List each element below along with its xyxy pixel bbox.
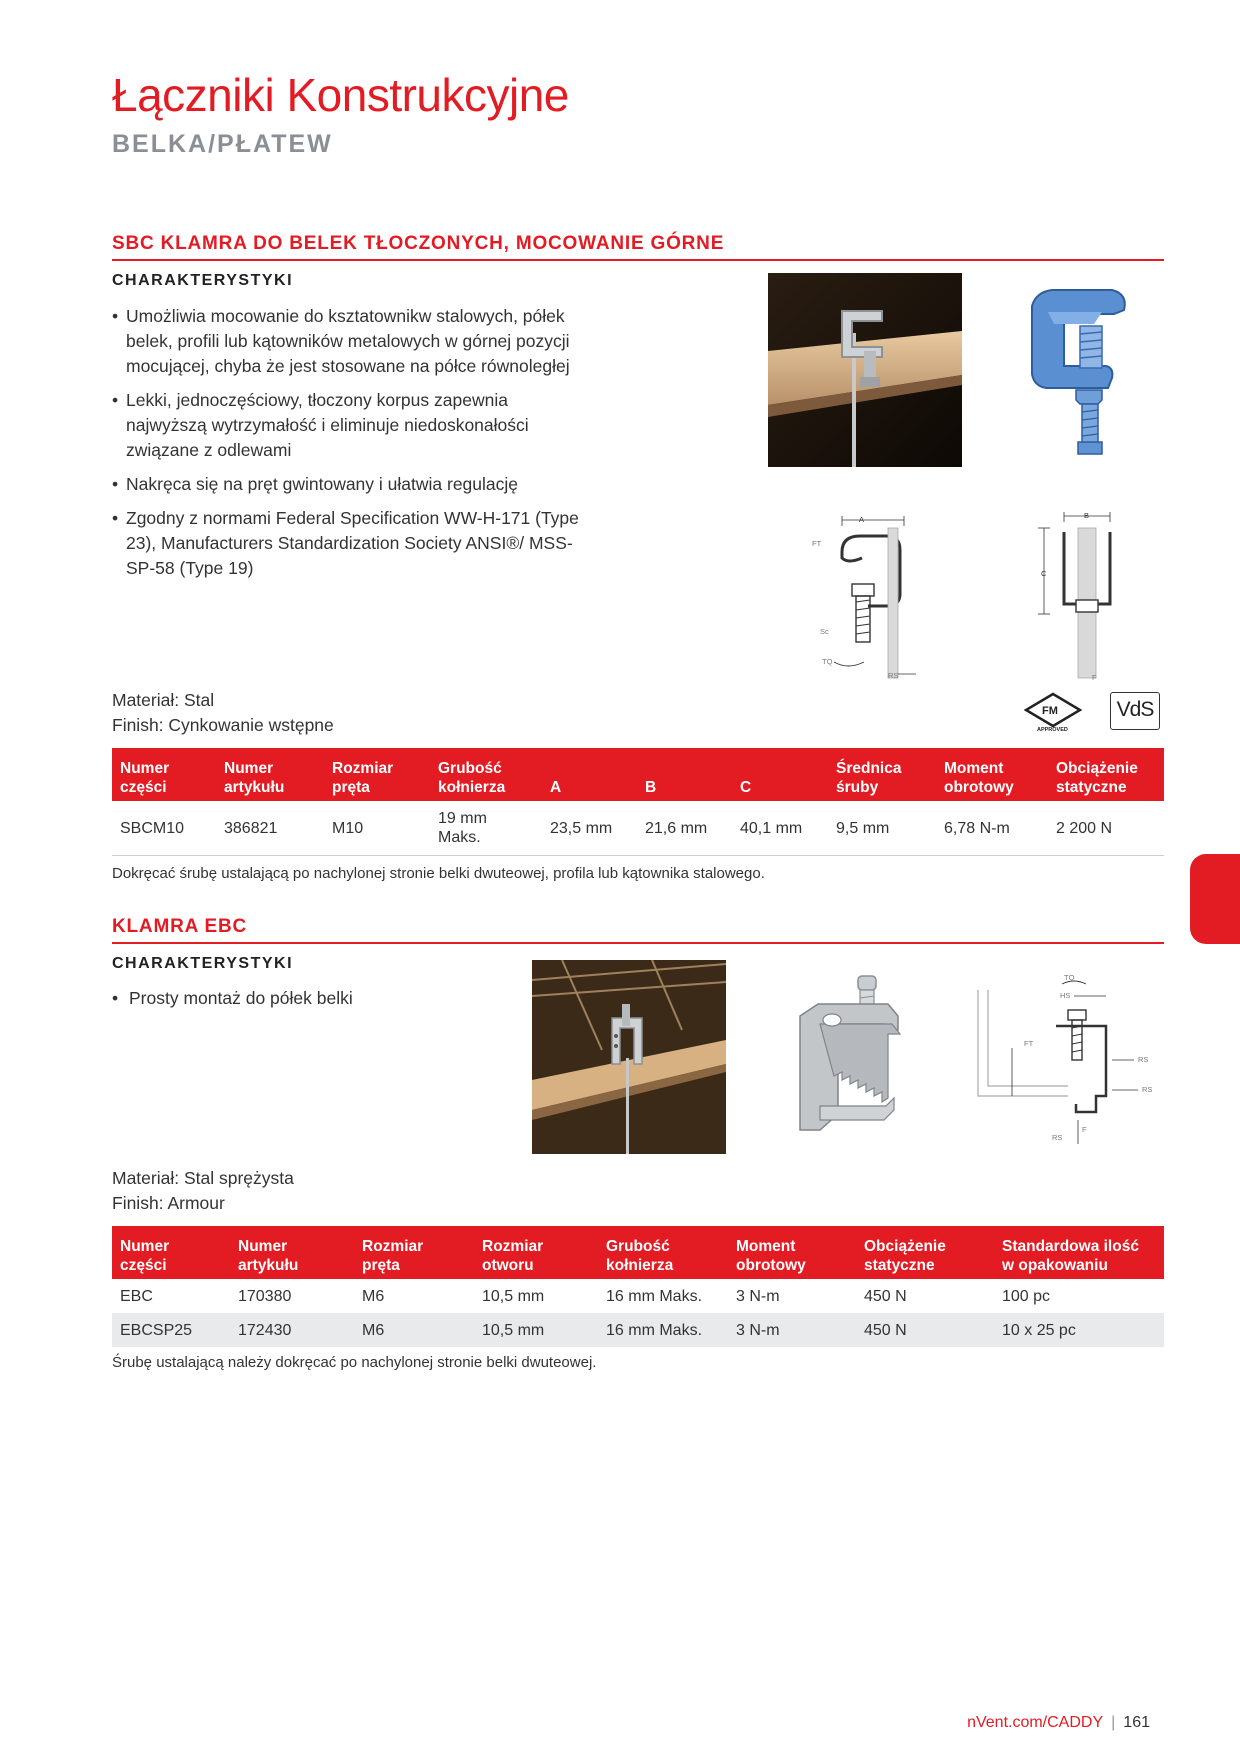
list-item: • Nakręca się na pręt gwintowany i ułatwia regulację <box>112 472 592 497</box>
ebc-finish: Finish: Armour <box>112 1193 225 1213</box>
footer-separator: | <box>1111 1714 1116 1731</box>
header-text: Standardowa ilość <box>1002 1238 1139 1255</box>
table-cell: 2 200 N <box>1056 819 1113 837</box>
svg-text:RS: RS <box>1142 1085 1153 1094</box>
table-row <box>112 1279 1164 1313</box>
table-cell: 16 mm Maks. <box>606 1287 703 1305</box>
svg-text:APPROVED: APPROVED <box>1037 727 1068 732</box>
table-cell: 23,5 mm <box>550 819 613 837</box>
header-text: w opakowaniu <box>1002 1257 1108 1274</box>
svg-text:A: A <box>859 515 865 524</box>
header-text: statyczne <box>864 1257 935 1274</box>
table-cell: 9,5 mm <box>836 819 890 837</box>
list-item: • Prosty montaż do półek belki <box>112 986 492 1011</box>
vds-badge <box>1110 692 1160 730</box>
table-cell: 100 pc <box>1002 1287 1051 1305</box>
header-text: statyczne <box>1056 779 1127 796</box>
svg-text:FT: FT <box>1024 1039 1034 1048</box>
table-header-cell <box>542 748 637 801</box>
svg-text:TQ: TQ <box>822 657 833 666</box>
svg-text:B: B <box>1084 512 1090 520</box>
table-header-cell <box>728 1226 856 1279</box>
header-text: Grubość <box>606 1238 670 1255</box>
header-text: Numer <box>120 760 170 777</box>
table-cell: 386821 <box>224 819 278 837</box>
header-text: kołnierza <box>438 779 506 796</box>
table-row <box>112 1313 1164 1347</box>
header-text: Numer <box>120 1238 170 1255</box>
ebc-spec-table <box>112 1226 1164 1347</box>
svg-text:TQ: TQ <box>1064 973 1075 982</box>
table-cell: SBCM10 <box>120 819 185 837</box>
sbc-characteristics-heading: CHARAKTERYSTYKI <box>112 272 294 289</box>
header-text: pręta <box>362 1257 400 1274</box>
svg-text:F: F <box>1092 673 1097 682</box>
header-text: Rozmiar <box>482 1238 544 1255</box>
header-text: obrotowy <box>944 779 1014 796</box>
footer-brand-link[interactable]: nVent.com/CADDY <box>967 1714 1104 1731</box>
table-cell: 10,5 mm <box>474 1313 598 1347</box>
header-text: Rozmiar <box>362 1238 424 1255</box>
ebc-dimension-diagram <box>972 970 1158 1150</box>
sbc-installed-photo <box>768 273 962 467</box>
sbc-dimension-diagram-front <box>1024 512 1134 682</box>
header-text: śruby <box>836 779 879 796</box>
sbc-section-rule <box>112 259 1164 261</box>
header-text: artykułu <box>238 1257 299 1274</box>
ebc-product-photo <box>780 966 920 1136</box>
fm-approved-badge <box>1024 692 1082 732</box>
table-header-cell <box>474 1226 598 1279</box>
header-text: Obciążenie <box>864 1238 946 1255</box>
svg-text:C: C <box>1041 569 1047 578</box>
header-text: Obciążenie <box>1056 760 1138 777</box>
table-header-cell <box>732 748 828 801</box>
table-header-cell <box>216 748 324 801</box>
header-text: Numer <box>224 760 274 777</box>
header-text: obrotowy <box>736 1257 806 1274</box>
table-header-cell <box>936 748 1048 801</box>
list-item: • Lekki, jednoczęściowy, tłoczony korpus zapewnia najwyższą wytrzymałość i eliminuje niedoskonałości związane z odlewami <box>112 388 592 463</box>
table-cell: 6,78 N-m <box>944 819 1010 837</box>
list-item: • Zgodny z normami Federal Specification WW-H-171 (Type 23), Manufacturers Standardization Society ANSI®/ MSS-SP-58 (Type 19) <box>112 506 592 581</box>
ebc-feature-list <box>112 986 492 1020</box>
table-header-cell <box>112 748 216 801</box>
table-header-cell <box>637 748 732 801</box>
ebc-note: Śrubę ustalającą należy dokręcać po nachylonej stronie belki dwuteowej. <box>112 1354 597 1371</box>
table-cell: 19 mm Maks. <box>438 810 487 846</box>
svg-text:Sc: Sc <box>820 627 829 636</box>
table-cell: 10 x 25 pc <box>994 1313 1164 1347</box>
svg-text:RS: RS <box>888 671 899 680</box>
table-header-cell <box>324 748 430 801</box>
sbc-note: Dokręcać śrubę ustalającą po nachylonej stronie belki dwuteowej, profila lub kątownika stalowego. <box>112 865 765 882</box>
table-header-cell <box>598 1226 728 1279</box>
svg-text:RS: RS <box>1138 1055 1149 1064</box>
page-number: 161 <box>1123 1714 1150 1731</box>
table-header-cell <box>354 1226 474 1279</box>
table-cell: 3 N-m <box>728 1313 856 1347</box>
svg-text:FT: FT <box>812 539 822 548</box>
header-text: Moment <box>944 760 1004 777</box>
header-text: Średnica <box>836 760 902 777</box>
table-header-cell <box>994 1226 1164 1279</box>
sbc-dimension-diagram-side <box>812 512 932 682</box>
table-cell: M10 <box>332 819 364 837</box>
table-divider <box>112 855 1164 856</box>
table-cell: M6 <box>362 1287 385 1305</box>
header-text: Rozmiar <box>332 760 394 777</box>
header-text: Numer <box>238 1238 288 1255</box>
svg-text:F: F <box>1082 1125 1087 1134</box>
header-text: kołnierza <box>606 1257 674 1274</box>
svg-text:HS: HS <box>1060 991 1071 1000</box>
header-text: artykułu <box>224 779 285 796</box>
table-header-row <box>112 748 1164 801</box>
header-text: A <box>550 779 562 796</box>
table-cell: EBCSP25 <box>112 1313 230 1347</box>
header-text: części <box>120 1257 167 1274</box>
sbc-product-photo <box>1018 286 1138 456</box>
table-cell: 21,6 mm <box>645 819 708 837</box>
header-text: Grubość <box>438 760 502 777</box>
table-header-row <box>112 1226 1164 1279</box>
sbc-finish: Finish: Cynkowanie wstępne <box>112 715 334 735</box>
sbc-material: Materiał: Stal <box>112 690 215 710</box>
svg-text:RS: RS <box>1052 1133 1063 1142</box>
table-header-cell <box>1048 748 1164 801</box>
header-text: części <box>120 779 167 796</box>
table-header-cell <box>430 748 542 801</box>
table-cell: 10,5 mm <box>482 1287 545 1305</box>
sbc-section-heading: SBC KLAMRA DO BELEK TŁOCZONYCH, MOCOWANIE GÓRNE <box>112 233 725 254</box>
header-text: otworu <box>482 1257 534 1274</box>
header-text: C <box>740 779 752 796</box>
table-header-cell <box>112 1226 230 1279</box>
header-text <box>645 759 724 778</box>
header-text: pręta <box>332 779 370 796</box>
table-cell: 450 N <box>856 1313 994 1347</box>
vds-badge-label: VdS <box>1116 698 1154 721</box>
header-text: Moment <box>736 1238 796 1255</box>
ebc-material: Materiał: Stal sprężysta <box>112 1168 294 1188</box>
svg-text:FM: FM <box>1042 705 1058 717</box>
ebc-characteristics-heading: CHARAKTERYSTYKI <box>112 955 294 972</box>
header-text <box>740 759 820 778</box>
table-header-cell <box>856 1226 994 1279</box>
page-footer <box>967 1714 1150 1732</box>
table-cell: 450 N <box>864 1287 907 1305</box>
list-item: • Umożliwia mocowanie do ksztatownikw stalowych, półek belek, profili lub kątowników metalowych w górnej pozycji mocującej, chyba że jest stosowane na półce równoległej <box>112 304 592 379</box>
table-cell: 170380 <box>238 1287 292 1305</box>
page-title: Łączniki Konstrukcyjne <box>112 69 569 121</box>
table-cell: 3 N-m <box>736 1287 780 1305</box>
ebc-section-rule <box>112 942 1164 944</box>
table-header-cell <box>828 748 936 801</box>
table-row <box>112 801 1164 855</box>
sbc-spec-table <box>112 748 1164 856</box>
page-subtitle: BELKA/PŁATEW <box>112 130 333 158</box>
table-cell: 16 mm Maks. <box>598 1313 728 1347</box>
header-text: B <box>645 779 657 796</box>
ebc-installed-photo <box>532 960 726 1154</box>
section-tab-marker <box>1190 854 1240 944</box>
header-text <box>550 759 629 778</box>
table-cell: 172430 <box>230 1313 354 1347</box>
table-cell: 40,1 mm <box>740 819 803 837</box>
table-header-cell <box>230 1226 354 1279</box>
sbc-feature-list <box>112 304 592 590</box>
table-cell: M6 <box>354 1313 474 1347</box>
ebc-section-heading: KLAMRA EBC <box>112 916 248 937</box>
table-cell: EBC <box>120 1287 153 1305</box>
